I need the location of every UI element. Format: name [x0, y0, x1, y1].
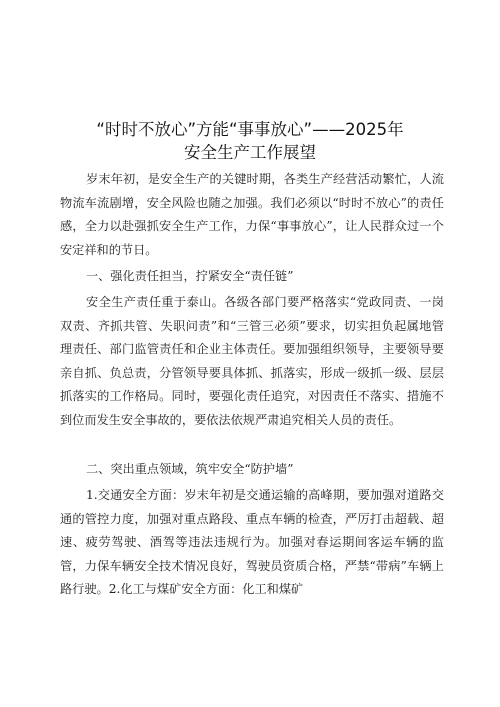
intro-paragraph: 岁末年初，是安全生产的关键时期，各类生产经营活动繁忙，人流物流车流剧增，安全风险也随之加强。我们必须以“时时不放心”的责任感，全力以赴强抓安全生产工作，力保“事事放心”，让人民群众过一个安定祥和的节日。 [60, 172, 444, 257]
section-1-paragraph: 安全生产责任重于泰山。各级各部门要严格落实“党政同责、一岗双责、齐抓共管、失职问责”和“三管三必须”要求，切实担负起属地管理责任、部门监管责任和企业主体责任。要加强组织领导，主要领导要亲自抓、负总责，分管领导要具体抓、抓落实，形成一级抓一级、层层抓落实的工作格局。同时，要强化责任追究，对因责任不落实、措施不到位而发生安全事故的，要依法依规严肃追究相关人员的责任。 [60, 295, 444, 427]
section-heading-1: 一、强化责任担当，拧紧安全“责任链” [86, 269, 294, 283]
section-2-paragraph: 1.交通安全方面：岁末年初是交通运输的高峰期，要加强对道路交通的管控力度，加强对重点路段、重点车辆的检查，严厉打击超载、超速、疲劳驾驶、酒驾等违法违规行为。加强对春运期间客运车辆的监管，力保车辆安全技术情况良好，驾驶员资质合格，严禁“带病”车辆上路行驶。2.化工与煤矿安全方面：化工和煤矿 [60, 488, 444, 597]
section-heading-2: 二、突出重点领域，筑牢安全“防护墙” [86, 462, 294, 476]
document-title-line-1: “时时不放心”方能“事事放心”——2025年 [96, 120, 404, 139]
document-title-line-2: 安全生产工作展望 [184, 143, 316, 162]
